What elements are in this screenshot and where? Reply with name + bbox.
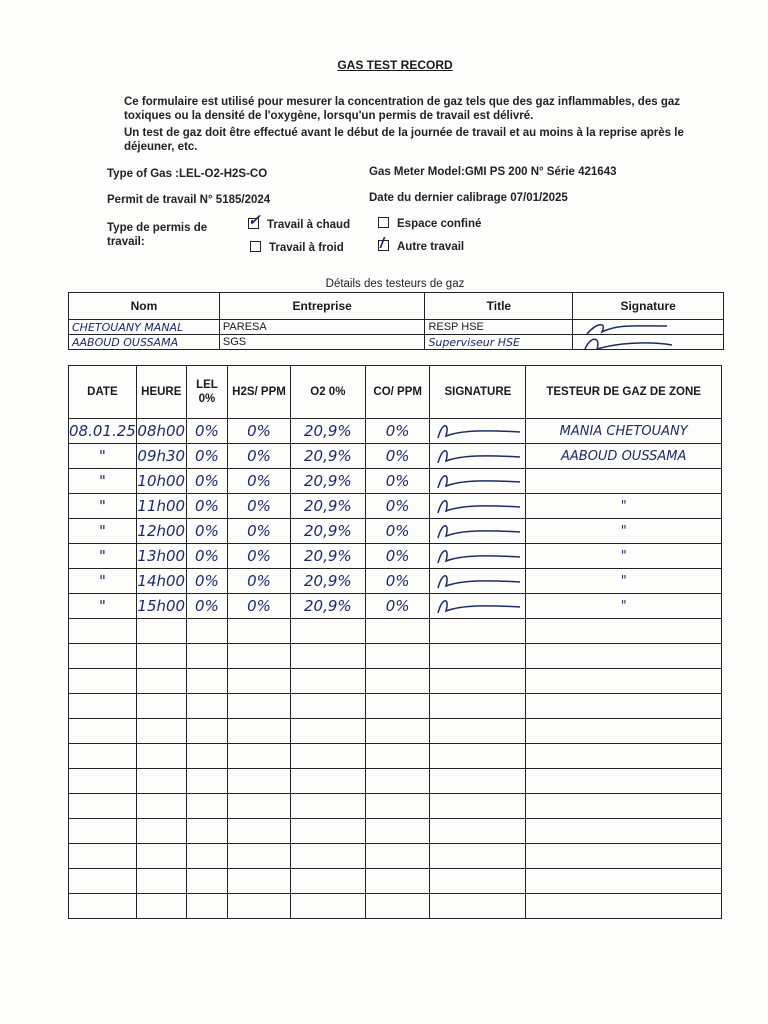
log-cell-empty <box>186 694 227 719</box>
log-cell-h2s: 0% <box>228 444 291 469</box>
log-cell-empty <box>290 819 365 844</box>
log-cell-empty <box>186 794 227 819</box>
log-cell-empty <box>136 869 186 894</box>
log-cell-empty <box>186 744 227 769</box>
log-cell-lel: 0% <box>186 494 227 519</box>
type-of-gas-value: LEL-O2-H2S-CO <box>179 168 268 180</box>
log-cell-empty <box>290 644 365 669</box>
log-cell-signature <box>430 469 526 494</box>
log-cell-empty <box>69 644 137 669</box>
log-cell-empty <box>365 694 430 719</box>
log-cell-date: " <box>69 544 137 569</box>
checkbox-label: Travail à froid <box>269 242 344 254</box>
log-cell-empty <box>526 894 722 919</box>
log-cell-empty <box>365 894 430 919</box>
log-cell-empty <box>526 644 722 669</box>
log-cell-empty <box>69 869 137 894</box>
log-cell-empty <box>430 794 526 819</box>
header-signature: SIGNATURE <box>430 366 526 419</box>
log-cell-heure: 13h00 <box>136 544 186 569</box>
table-row-empty <box>69 819 722 844</box>
log-cell-o2: 20,9% <box>290 419 365 444</box>
log-cell-empty <box>365 619 430 644</box>
log-cell-empty <box>526 744 722 769</box>
table-row <box>69 469 722 494</box>
log-cell-signature <box>430 419 526 444</box>
permit-number-label: Permit de travail N° <box>107 194 213 206</box>
tester-entreprise: SGS <box>219 335 425 350</box>
tester-entreprise: PARESA <box>219 320 425 335</box>
log-cell-empty <box>430 769 526 794</box>
log-cell-o2: 20,9% <box>290 519 365 544</box>
log-cell-empty <box>186 644 227 669</box>
header-co: CO/ PPM <box>365 366 430 419</box>
log-cell-empty <box>430 719 526 744</box>
gas-meter-value: GMI PS 200 N° Série 421643 <box>464 166 617 178</box>
header-o2: O2 0% <box>290 366 365 419</box>
log-cell-heure: 11h00 <box>136 494 186 519</box>
log-cell-heure: 09h30 <box>136 444 186 469</box>
log-cell-empty <box>69 769 137 794</box>
log-cell-heure: 14h00 <box>136 569 186 594</box>
checkbox-travail-chaud[interactable] <box>248 212 351 231</box>
checkbox-empty-icon <box>250 241 261 252</box>
header-lel: LEL 0% <box>186 366 227 419</box>
log-cell-empty <box>69 744 137 769</box>
tester-title: Superviseur HSE <box>425 335 573 350</box>
tester-nom: CHETOUANY MANAL <box>69 320 220 335</box>
tester-nom: AABOUD OUSSAMA <box>69 335 220 350</box>
checkbox-label: Espace confiné <box>397 218 482 230</box>
log-cell-empty <box>290 894 365 919</box>
table-row-empty <box>69 769 722 794</box>
log-cell-h2s: 0% <box>228 594 291 619</box>
log-cell-empty <box>228 844 291 869</box>
gas-meter-field <box>369 166 617 178</box>
log-cell-empty <box>430 744 526 769</box>
log-cell-empty <box>430 819 526 844</box>
log-cell-co: 0% <box>365 594 430 619</box>
log-cell-empty <box>228 719 291 744</box>
table-row-empty <box>69 744 722 769</box>
table-row <box>69 544 722 569</box>
log-cell-h2s: 0% <box>228 469 291 494</box>
permit-number-value: 5185/2024 <box>215 194 271 206</box>
log-cell-date: " <box>69 469 137 494</box>
log-cell-h2s: 0% <box>228 494 291 519</box>
log-cell-o2: 20,9% <box>290 494 365 519</box>
log-cell-empty <box>136 719 186 744</box>
table-row-empty <box>69 719 722 744</box>
log-cell-signature <box>430 519 526 544</box>
log-cell-co: 0% <box>365 569 430 594</box>
table-row <box>69 594 722 619</box>
table-row-empty <box>69 794 722 819</box>
log-cell-lel: 0% <box>186 544 227 569</box>
log-cell-empty <box>365 719 430 744</box>
log-cell-date: 08.01.25 <box>69 419 137 444</box>
checkbox-label: Autre travail <box>397 241 465 253</box>
log-cell-empty <box>228 794 291 819</box>
log-cell-empty <box>228 694 291 719</box>
log-cell-lel: 0% <box>186 469 227 494</box>
log-cell-empty <box>69 694 137 719</box>
log-cell-empty <box>365 844 430 869</box>
log-cell-empty <box>430 869 526 894</box>
log-cell-testeur: " <box>526 494 722 519</box>
log-cell-testeur: " <box>526 594 722 619</box>
log-cell-empty <box>365 819 430 844</box>
log-cell-empty <box>365 669 430 694</box>
gas-meter-label: Gas Meter Model: <box>369 166 465 178</box>
log-cell-lel: 0% <box>186 444 227 469</box>
log-cell-empty <box>430 644 526 669</box>
log-cell-empty <box>290 744 365 769</box>
log-cell-empty <box>526 719 722 744</box>
table-row <box>69 519 722 544</box>
log-cell-date: " <box>69 519 137 544</box>
log-cell-empty <box>365 644 430 669</box>
log-cell-empty <box>69 819 137 844</box>
log-cell-h2s: 0% <box>228 569 291 594</box>
checkbox-label: Travail à chaud <box>267 219 351 231</box>
tester-title: RESP HSE <box>425 320 573 335</box>
log-cell-empty <box>136 819 186 844</box>
log-cell-empty <box>365 794 430 819</box>
log-cell-co: 0% <box>365 444 430 469</box>
log-cell-empty <box>228 619 291 644</box>
checkbox-empty-icon <box>378 217 389 228</box>
log-cell-empty <box>136 644 186 669</box>
checkbox-travail-froid[interactable] <box>250 241 344 254</box>
table-row-empty <box>69 644 722 669</box>
log-cell-lel: 0% <box>186 519 227 544</box>
header-signature: Signature <box>573 293 724 320</box>
log-cell-signature <box>430 594 526 619</box>
log-cell-empty <box>526 794 722 819</box>
log-cell-empty <box>186 844 227 869</box>
log-cell-co: 0% <box>365 544 430 569</box>
log-cell-empty <box>69 719 137 744</box>
log-cell-empty <box>290 844 365 869</box>
log-cell-empty <box>228 769 291 794</box>
log-cell-signature <box>430 444 526 469</box>
log-cell-lel: 0% <box>186 594 227 619</box>
log-cell-empty <box>136 769 186 794</box>
log-cell-empty <box>526 694 722 719</box>
log-cell-empty <box>69 844 137 869</box>
header-heure: HEURE <box>136 366 186 419</box>
log-cell-signature <box>430 569 526 594</box>
log-cell-date: " <box>69 444 137 469</box>
log-cell-empty <box>228 669 291 694</box>
checkbox-checked-icon: / <box>378 240 389 251</box>
log-cell-empty <box>136 744 186 769</box>
log-cell-empty <box>186 619 227 644</box>
log-cell-empty <box>186 894 227 919</box>
log-header-row <box>69 366 722 419</box>
log-cell-co: 0% <box>365 419 430 444</box>
log-cell-o2: 20,9% <box>290 469 365 494</box>
log-cell-empty <box>526 844 722 869</box>
testers-caption: Détails des testeurs de gaz <box>325 278 465 290</box>
type-of-gas-label: Type of Gas : <box>107 168 179 180</box>
log-cell-lel: 0% <box>186 569 227 594</box>
log-cell-empty <box>136 894 186 919</box>
log-cell-h2s: 0% <box>228 544 291 569</box>
intro-paragraph-1: Ce formulaire est utilisé pour mesurer la concentration de gaz tels que des gaz inflammables, des gaz toxiques ou la densité de l'oxygène, lorsqu'un permis de travail est délivré. <box>124 96 680 122</box>
log-cell-testeur: " <box>526 519 722 544</box>
header-testeur: TESTEUR DE GAZ DE ZONE <box>526 366 722 419</box>
table-row-empty <box>69 619 722 644</box>
log-cell-testeur <box>526 469 722 494</box>
log-cell-testeur: " <box>526 544 722 569</box>
log-cell-empty <box>526 669 722 694</box>
log-cell-empty <box>69 619 137 644</box>
log-cell-date: " <box>69 494 137 519</box>
log-cell-co: 0% <box>365 469 430 494</box>
log-cell-empty <box>186 769 227 794</box>
log-cell-signature <box>430 544 526 569</box>
log-cell-empty <box>136 694 186 719</box>
log-cell-co: 0% <box>365 519 430 544</box>
log-cell-empty <box>430 894 526 919</box>
log-cell-empty <box>228 894 291 919</box>
table-row <box>69 444 722 469</box>
log-cell-o2: 20,9% <box>290 594 365 619</box>
table-row-empty <box>69 869 722 894</box>
log-cell-empty <box>290 669 365 694</box>
table-row <box>69 494 722 519</box>
log-cell-heure: 08h00 <box>136 419 186 444</box>
log-cell-lel: 0% <box>186 419 227 444</box>
log-cell-empty <box>228 869 291 894</box>
log-cell-testeur: AABOUD OUSSAMA <box>526 444 722 469</box>
log-cell-date: " <box>69 569 137 594</box>
signature-scribble <box>432 420 524 442</box>
permit-number-field <box>107 194 270 206</box>
log-cell-empty <box>430 694 526 719</box>
log-cell-empty <box>290 619 365 644</box>
header-date: DATE <box>69 366 137 419</box>
log-cell-h2s: 0% <box>228 419 291 444</box>
signature-scribble <box>432 545 524 567</box>
log-cell-heure: 15h00 <box>136 594 186 619</box>
log-cell-empty <box>69 669 137 694</box>
log-cell-date: " <box>69 594 137 619</box>
permit-type-label: Type de permis de travail: <box>107 222 208 248</box>
table-row-empty <box>69 844 722 869</box>
log-cell-empty <box>290 694 365 719</box>
log-cell-empty <box>186 869 227 894</box>
calibration-value: 07/01/2025 <box>510 192 568 204</box>
log-cell-empty <box>186 719 227 744</box>
header-h2s: H2S/ PPM <box>228 366 291 419</box>
log-cell-empty <box>186 669 227 694</box>
log-cell-empty <box>365 744 430 769</box>
log-cell-empty <box>526 619 722 644</box>
log-cell-empty <box>228 819 291 844</box>
log-cell-h2s: 0% <box>228 519 291 544</box>
signature-scribble <box>432 570 524 592</box>
tester-row <box>69 335 724 350</box>
log-cell-empty <box>69 794 137 819</box>
table-row-empty <box>69 669 722 694</box>
log-cell-empty <box>136 844 186 869</box>
log-cell-empty <box>136 669 186 694</box>
table-row-empty <box>69 694 722 719</box>
log-cell-o2: 20,9% <box>290 444 365 469</box>
document-title: GAS TEST RECORD <box>337 58 453 72</box>
tester-signature <box>573 335 724 350</box>
log-cell-testeur: " <box>526 569 722 594</box>
table-row <box>69 419 722 444</box>
testers-table <box>68 292 724 350</box>
log-cell-empty <box>186 819 227 844</box>
header-nom: Nom <box>69 293 220 320</box>
checkbox-autre-travail[interactable] <box>378 235 465 253</box>
log-cell-empty <box>526 869 722 894</box>
log-cell-empty <box>228 644 291 669</box>
log-cell-heure: 12h00 <box>136 519 186 544</box>
log-cell-empty <box>430 619 526 644</box>
log-cell-empty <box>228 744 291 769</box>
log-cell-empty <box>290 794 365 819</box>
tester-signature <box>573 320 724 335</box>
log-cell-testeur: MANIA CHETOUANY <box>526 419 722 444</box>
signature-scribble <box>432 445 524 467</box>
log-cell-empty <box>526 769 722 794</box>
log-cell-empty <box>430 844 526 869</box>
log-cell-empty <box>136 619 186 644</box>
log-cell-empty <box>290 719 365 744</box>
log-cell-signature <box>430 494 526 519</box>
calibration-field <box>369 192 568 204</box>
type-of-gas-field <box>107 168 267 180</box>
log-cell-empty <box>365 869 430 894</box>
log-cell-empty <box>430 669 526 694</box>
log-cell-empty <box>69 894 137 919</box>
calibration-label: Date du dernier calibrage <box>369 192 508 204</box>
signature-scribble <box>432 470 524 492</box>
log-cell-empty <box>526 819 722 844</box>
log-cell-co: 0% <box>365 494 430 519</box>
log-cell-empty <box>290 769 365 794</box>
checkbox-checked-icon: ✓ <box>248 212 261 229</box>
log-cell-empty <box>365 769 430 794</box>
signature-scribble <box>432 595 524 617</box>
log-cell-o2: 20,9% <box>290 544 365 569</box>
header-title: Title <box>425 293 573 320</box>
log-cell-empty <box>290 869 365 894</box>
signature-scribble <box>577 335 717 351</box>
testers-header-row <box>69 293 724 320</box>
table-row-empty <box>69 894 722 919</box>
log-cell-empty <box>136 794 186 819</box>
intro-paragraph-2: Un test de gaz doit être effectué avant le début de la journée de travail et au moins à la reprise après le déjeuner, etc. <box>124 127 684 153</box>
gas-test-log-table <box>68 365 722 919</box>
checkbox-espace-confine[interactable] <box>378 217 481 230</box>
signature-scribble <box>432 495 524 517</box>
table-row <box>69 569 722 594</box>
log-cell-o2: 20,9% <box>290 569 365 594</box>
log-cell-heure: 10h00 <box>136 469 186 494</box>
tester-row <box>69 320 724 335</box>
signature-scribble <box>432 520 524 542</box>
header-entreprise: Entreprise <box>219 293 425 320</box>
